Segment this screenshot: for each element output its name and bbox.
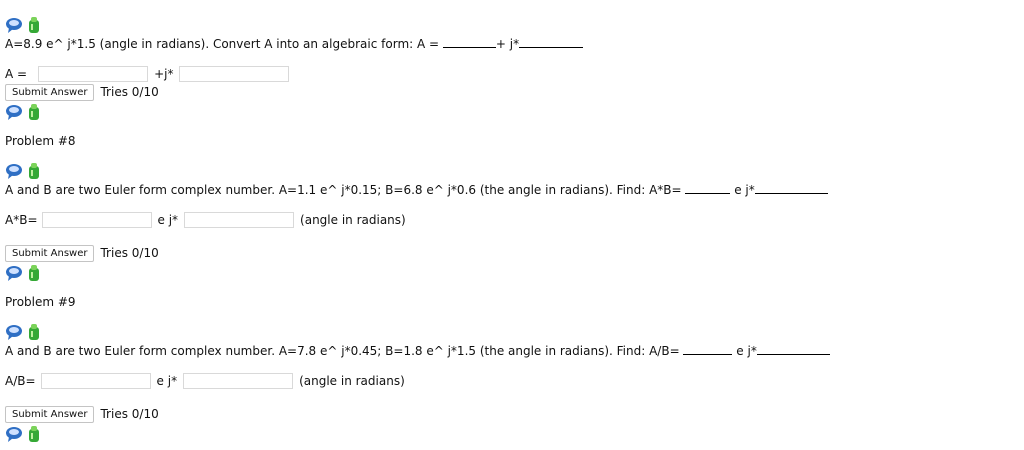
problem8-title: Problem #8 [5,134,76,148]
answer-blank [519,37,583,48]
hint-icon[interactable] [25,323,43,341]
answer-label: A = [5,67,28,81]
exp-label: e j* [156,374,178,388]
magnitude-input[interactable] [42,212,152,228]
hint-icon[interactable] [25,16,43,34]
problem9-title: Problem #9 [5,295,76,309]
answer-label: A*B= [5,213,38,227]
question-text: A and B are two Euler form complex number. A=7.8 e^ j*0.45; B=1.8 e^ j*1.5 (the angle in radians). Find: A/B= [5,344,680,358]
problem7-answer-row [5,65,295,83]
discussion-icon[interactable] [5,264,23,282]
tries-counter: Tries 0/10 [100,246,159,260]
angle-unit-label: (angle in radians) [299,374,405,388]
problem7-bottom-icons [5,103,43,121]
problem7-submit-row [5,83,159,101]
exp-label: e j* [157,213,179,227]
hint-icon[interactable] [25,425,43,443]
answer-blank [755,183,828,194]
discussion-icon[interactable] [5,162,23,180]
tries-counter: Tries 0/10 [100,407,159,421]
problem9-icons [5,323,43,341]
problem8-icons [5,162,43,180]
angle-input[interactable] [183,373,293,389]
discussion-icon[interactable] [5,16,23,34]
magnitude-input[interactable] [41,373,151,389]
question-mid-text: e j* [734,183,755,197]
discussion-icon[interactable] [5,103,23,121]
hint-icon[interactable] [25,264,43,282]
imag-label: +j* [154,67,174,81]
question-mid-text: e j* [736,344,757,358]
discussion-icon[interactable] [5,323,23,341]
problem9-answer-row [5,372,405,390]
problem7-question [5,36,583,52]
real-part-input[interactable] [38,66,148,82]
problem8-question [5,182,828,198]
tries-counter: Tries 0/10 [100,85,159,99]
imag-part-input[interactable] [179,66,289,82]
problem8-bottom-icons [5,264,43,282]
problem8-submit-row [5,244,159,262]
problem9-bottom-icons [5,425,43,443]
answer-blank [443,37,496,48]
submit-answer-button[interactable]: Submit Answer [5,84,94,101]
question-mid-text: + j* [495,37,520,51]
discussion-icon[interactable] [5,425,23,443]
answer-label: A/B= [5,374,36,388]
submit-answer-button[interactable]: Submit Answer [5,245,94,262]
problem7-icons [5,16,43,34]
hint-icon[interactable] [25,162,43,180]
question-text: A=8.9 e^ j*1.5 (angle in radians). Convert A into an algebraic form: A = [5,37,440,51]
answer-blank [757,344,830,355]
submit-answer-button[interactable]: Submit Answer [5,406,94,423]
answer-blank [683,344,732,355]
angle-unit-label: (angle in radians) [300,213,406,227]
question-text: A and B are two Euler form complex number. A=1.1 e^ j*0.15; B=6.8 e^ j*0.6 (the angle in radians). Find: A*B= [5,183,682,197]
angle-input[interactable] [184,212,294,228]
hint-icon[interactable] [25,103,43,121]
problem9-question [5,343,830,359]
problem9-submit-row [5,405,159,423]
answer-blank [685,183,730,194]
problem8-answer-row [5,211,406,229]
